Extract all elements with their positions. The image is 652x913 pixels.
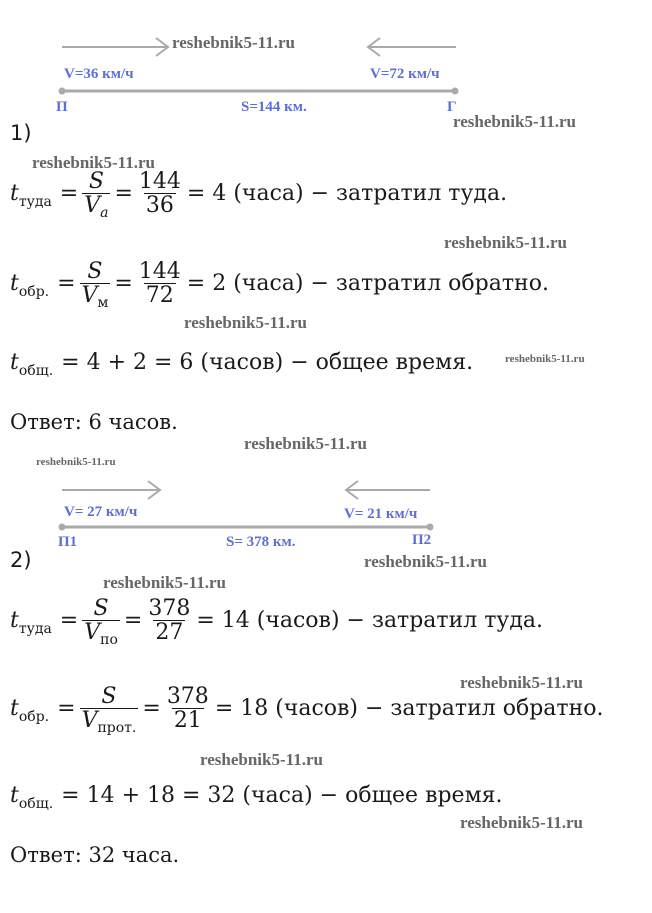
t-subscript: туда: [18, 193, 52, 210]
equals-sign: =: [123, 608, 143, 634]
problem-number-2: 2): [10, 548, 32, 572]
point-label-right: Г: [447, 99, 457, 115]
frac-denominator: 21: [173, 708, 202, 734]
equation-rest: = 18 (часов) − затратил обратно.: [214, 696, 604, 722]
point-dot-left-2: [59, 524, 66, 531]
t-subscript: общ.: [18, 795, 54, 812]
t-symbol: t: [10, 350, 19, 375]
equation-1-1: [10, 169, 508, 222]
frac-numerator: S: [93, 596, 109, 621]
frac-denominator: $V_{по}$: [84, 620, 118, 649]
watermark: reshebnik5-11.ru: [200, 750, 323, 769]
frac-denominator: $V_м$: [81, 283, 109, 312]
fraction-s-over-v: [82, 169, 110, 222]
t-symbol: t: [10, 271, 19, 297]
fraction-s-over-v: [80, 259, 111, 312]
answer-1: Ответ: 6 часов.: [10, 410, 178, 434]
distance-label: S=144 км.: [241, 99, 307, 115]
frac-numerator: S: [88, 169, 104, 194]
t-symbol: t: [10, 608, 19, 634]
equals-sign: =: [57, 271, 76, 297]
t-subscript: обр.: [18, 708, 50, 725]
frac-denominator: 72: [145, 283, 174, 309]
watermark: reshebnik5-11.ru: [172, 33, 295, 52]
speed-label-left: V= 27 км/ч: [64, 504, 138, 520]
watermark: reshebnik5-11.ru: [505, 353, 585, 365]
t-subscript: общ.: [18, 362, 54, 379]
t-subscript: обр.: [18, 283, 50, 300]
watermark: reshebnik5-11.ru: [244, 434, 367, 453]
equation-rest: = 2 (часа) − затратил обратно.: [186, 271, 549, 297]
watermark: reshebnik5-11.ru: [364, 552, 487, 571]
equals-sign: =: [142, 696, 161, 722]
fraction-values: [165, 685, 211, 732]
t-symbol: t: [10, 181, 19, 207]
watermark: reshebnik5-11.ru: [184, 313, 307, 332]
frac-denominator: $V_{прот.}$: [81, 708, 137, 737]
point-label-left: П: [56, 99, 68, 115]
t-symbol: t: [10, 783, 19, 808]
frac-denominator: 36: [145, 193, 174, 219]
equals-sign: =: [114, 181, 133, 207]
equation-1-3: [10, 350, 474, 379]
point-dot-right-2: [427, 524, 434, 531]
t-subscript: туда: [18, 620, 52, 637]
equals-sign: =: [114, 271, 133, 297]
point-label-right: П2: [412, 532, 432, 548]
fraction-values: [137, 170, 183, 217]
equals-sign: =: [57, 696, 76, 722]
fraction-values: [146, 597, 192, 644]
equation-rest: = 4 + 2 = 6 (часов) − общее время.: [61, 350, 474, 375]
equation-rest: = 14 + 18 = 32 (часа) − общее время.: [61, 783, 503, 808]
fraction-s-over-v: [82, 596, 120, 649]
frac-numerator: 144: [138, 169, 181, 194]
watermark: reshebnik5-11.ru: [103, 573, 226, 592]
equation-rest: = 4 (часа) − затратил туда.: [186, 181, 508, 207]
watermark: reshebnik5-11.ru: [460, 673, 583, 692]
frac-denominator: 27: [155, 620, 184, 646]
equation-2-1: [10, 596, 543, 649]
speed-label-right: V= 21 км/ч: [344, 506, 418, 522]
equals-sign: =: [59, 181, 79, 207]
point-dot-right-1: [452, 88, 459, 95]
fraction-s-over-v: [80, 684, 139, 737]
fraction-values: [137, 260, 183, 307]
problem-number-1: 1): [10, 121, 32, 145]
watermark: reshebnik5-11.ru: [36, 456, 116, 468]
equation-2-3: [10, 783, 503, 812]
frac-numerator: 378: [148, 596, 191, 621]
speed-label-left: V=36 км/ч: [64, 66, 134, 82]
frac-numerator: 378: [166, 684, 209, 709]
frac-numerator: 144: [138, 259, 181, 284]
diagram-1: [0, 0, 652, 110]
distance-label: S= 378 км.: [226, 534, 296, 550]
t-symbol: t: [10, 696, 19, 722]
frac-numerator: S: [87, 259, 103, 284]
speed-label-right: V=72 км/ч: [370, 66, 440, 82]
watermark: reshebnik5-11.ru: [32, 153, 155, 172]
equation-1-2: [10, 259, 549, 312]
frac-numerator: S: [101, 684, 117, 709]
frac-denominator: $V_a$: [84, 193, 109, 222]
equation-rest: = 14 (часов) − затратил туда.: [196, 608, 543, 634]
point-label-left: П1: [58, 534, 78, 550]
watermark: reshebnik5-11.ru: [460, 813, 583, 832]
point-dot-left-1: [59, 88, 66, 95]
answer-2: Ответ: 32 часа.: [10, 843, 180, 867]
watermark: reshebnik5-11.ru: [444, 233, 567, 252]
watermark: reshebnik5-11.ru: [453, 112, 576, 131]
equals-sign: =: [59, 608, 79, 634]
